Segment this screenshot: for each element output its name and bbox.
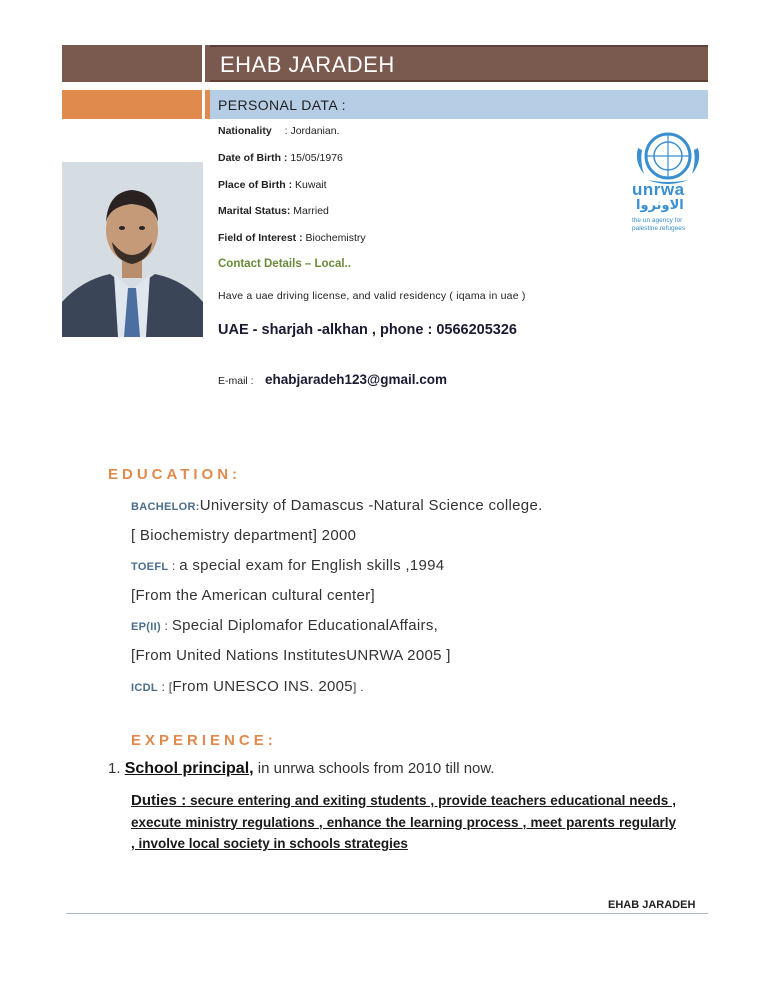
bachelor-text: University of Damascus -Natural Science college. xyxy=(199,497,543,514)
logo-tagline-1: the un agency for xyxy=(632,217,683,224)
duties-label: Duties : xyxy=(131,792,187,809)
email-label: E-mail : xyxy=(218,375,254,387)
dob-label: Date of Birth : xyxy=(218,152,288,164)
education-heading: EDUCATION: xyxy=(108,466,242,483)
marital-value: Married xyxy=(290,205,329,217)
icdl-separator: : [ xyxy=(157,680,173,694)
experience-heading: EXPERIENCE: xyxy=(131,732,277,749)
bachelor-line xyxy=(131,497,543,514)
experience-item-text: in unrwa schools from 2010 till now. xyxy=(253,760,495,777)
field-label: Field of Interest : xyxy=(218,232,303,244)
toefl-line xyxy=(131,557,444,574)
icdl-end: ] . xyxy=(352,680,364,694)
footer-divider xyxy=(66,913,708,914)
icdl-label: ICDL xyxy=(131,682,158,694)
marital-label: Marital Status: xyxy=(218,205,291,217)
field-value: Biochemistry xyxy=(302,232,366,244)
icdl-text: From UNESCO INS. 2005 xyxy=(172,678,353,695)
pob-value: Kuwait xyxy=(292,179,327,191)
ep-label: EP(II) xyxy=(131,621,161,633)
portrait-illustration xyxy=(62,162,203,337)
toefl-text: a special exam for English skills ,1994 xyxy=(179,557,445,574)
footer-name: EHAB JARADEH xyxy=(608,899,696,911)
dob-value: 15/05/1976 xyxy=(287,152,343,164)
nationality-row xyxy=(218,125,339,137)
toefl-label: TOEFL xyxy=(131,561,169,573)
duties-text: secure entering and exiting students , provide teachers educational needs , execute ministry regulations , enhance the learning process , meet parents regularly , involve local society in schools strategies xyxy=(131,793,676,851)
bachelor-label: BACHELOR: xyxy=(131,501,200,513)
email-link[interactable]: ehabjaradeh123@gmail.com xyxy=(265,372,447,387)
personal-data-heading: PERSONAL DATA : xyxy=(218,97,346,113)
toefl-separator: : xyxy=(168,559,180,573)
logo-tagline-2: palestine refugees xyxy=(632,225,686,232)
dob-row xyxy=(218,152,343,164)
experience-item xyxy=(108,760,495,778)
ep-text: Special Diplomafor EducationalAffairs, xyxy=(171,617,439,634)
field-of-interest-row xyxy=(218,232,366,244)
experience-item-number: 1. xyxy=(108,760,121,777)
nationality-value: : Jordanian. xyxy=(284,125,340,137)
profile-photo xyxy=(62,162,203,337)
nationality-label: Nationality xyxy=(218,125,272,137)
marital-row xyxy=(218,205,329,217)
pob-label: Place of Birth : xyxy=(218,179,293,191)
duties-paragraph xyxy=(131,790,676,855)
personal-data-bar-left xyxy=(62,90,202,119)
bachelor-dept: [ Biochemistry department] 2000 xyxy=(131,527,357,544)
logo-wordmark: unrwa xyxy=(632,180,685,199)
candidate-name: EHAB JARADEH xyxy=(220,52,395,77)
ep-separator: : xyxy=(160,619,172,633)
phone-line: UAE - sharjah -alkhan , phone : 0566205326 xyxy=(218,322,517,338)
experience-item-title: School principal, xyxy=(124,760,254,777)
ep-line xyxy=(131,617,438,634)
ep-institution: [From United Nations InstitutesUNRWA 2005 ] xyxy=(131,647,451,664)
icdl-line xyxy=(131,678,364,695)
pob-row xyxy=(218,179,327,191)
unrwa-logo xyxy=(630,128,706,236)
contact-details-heading: Contact Details – Local.. xyxy=(218,258,351,270)
header-bar-left xyxy=(62,45,202,82)
residency-text: Have a uae driving license, and valid residency ( iqama in uae ) xyxy=(218,290,526,302)
toefl-center: [From the American cultural center] xyxy=(131,587,375,604)
logo-arabic: الاونروا xyxy=(636,198,684,213)
